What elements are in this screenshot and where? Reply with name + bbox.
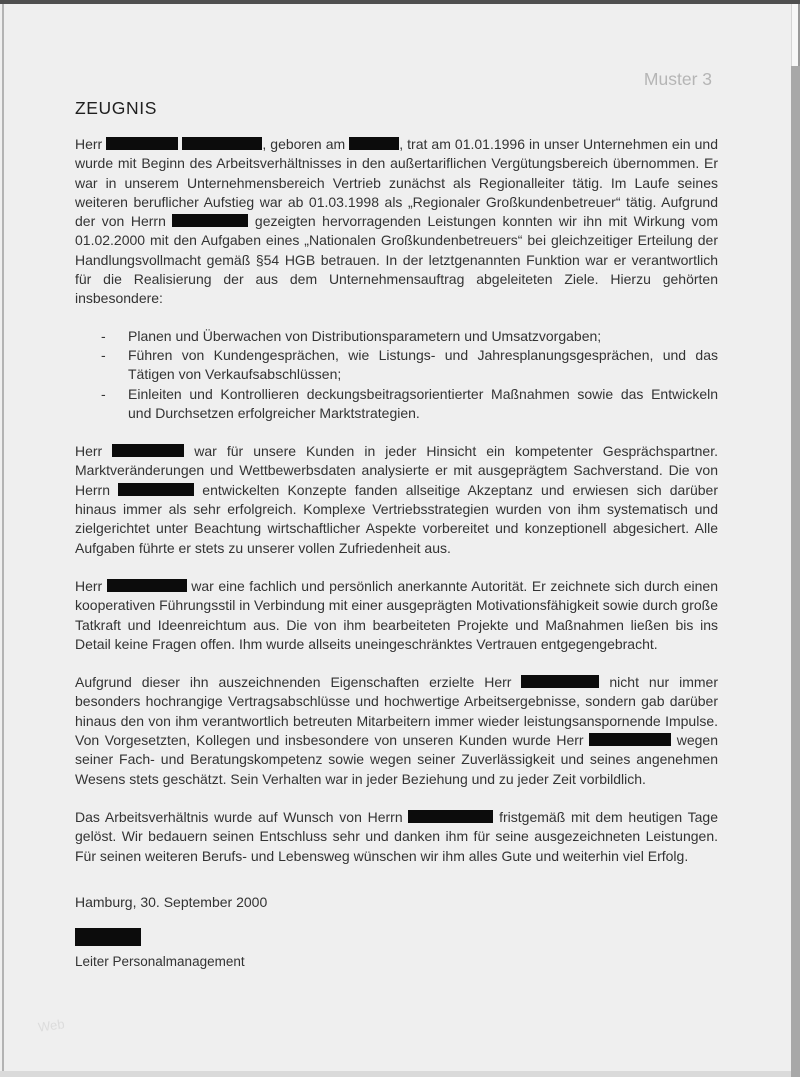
redaction-bar [182,137,262,150]
bullet-marker: - [101,346,106,363]
bullet-item [75,385,718,424]
redaction-bar [106,137,178,150]
bullet-text: Führen von Kundengesprächen, wie Listungs- und Jahresplanungsgesprächen, und das Tätigen von Verkaufsabschlüssen; [128,346,718,383]
redaction-bar [118,483,194,496]
page-title: ZEUGNIS [75,98,157,118]
scanned-document-page [75,0,718,972]
signature-block [75,928,718,972]
corner-label: Muster 3 [643,69,712,89]
signature-role: Leiter Personalmanagement [75,954,245,970]
bullet-marker: - [101,327,106,344]
scan-edge-left [2,4,4,1077]
redaction-bar [349,137,399,150]
redaction-bar [589,733,671,746]
bullet-text: Einleiten und Kontrollieren deckungsbeitragsorientierter Maßnahmen sowie das Entwickeln und Durchsetzen erfolgreicher Marktstrategien. [128,385,718,421]
date-line: Hamburg, 30. September 2000 [75,893,268,910]
bullet-text: Planen und Überwachen von Distributionsparametern und Umsatzvorgaben; [128,327,602,344]
bullet-list [75,327,718,423]
redaction-bar [75,928,141,946]
paragraph-leadership: Herr war eine fachlich und persönlich anerkannte Autorität. Er zeichnete sich durch einen kooperativen Führungsstil in Verbindung mit einer ausgeprägten Motivationsfähigkeit sowie durch große Tatkraft und Ideenreichtum aus. Die von ihm bearbeiteten Projekte und Maßnahmen ließen bis ins Detail keine Fragen offen. Ihm wurde allseits uneingeschränktes Vertrauen entgegengebracht. [75,577,718,652]
scan-edge-right-cap [791,4,800,66]
scan-edge-right [791,4,800,1077]
paragraph-competence: Herr war für unsere Kunden in jeder Hinsicht ein kompetenter Gesprächspartner. Marktveränderungen und Wettbewerbsdaten analysierte er mit ausgeprägtem Sachverstand. Die von Herrn entwickelten Konzepte fanden allseitige Akzeptanz und erwiesen sich darüber hinaus immer als sehr erfolgreich. Komplexe Vertriebsstrategien wurden von ihm systematisch und zielgerichtet unter Beachtung wirtschaftlicher Aspekte vorbereitet und konzeptionell abgesichert. Alle Aufgaben führte er stets zu unserer vollen Zufriedenheit aus. [75,443,719,556]
paragraph-results: Aufgrund dieser ihn auszeichnenden Eigenschaften erzielte Herr nicht nur immer besonders hochrangige Vertragsabschlüsse und hochwertige Arbeitsergebnisse, sondern gab darüber hinaus den von ihm verantwortlich betreuten Mitarbeitern immer wieder leistungsanspornende Impulse. Von Vorgesetzten, Kollegen und insbesondere von unseren Kunden wurde Herr wegen seiner Fach- und Beratungskompetenz sowie wegen seiner Zuverlässigkeit und seines angenehmen Wesens stets geschätzt. Sein Verhalten war in jeder Beziehung und zu jeder Zeit vorbildlich. [75,674,718,787]
paragraph-closing: Das Arbeitsverhältnis wurde auf Wunsch von Herrn fristgemäß mit dem heutigen Tage gelöst. Wir bedauern seinen Entschluss sehr und danken ihm für seine ausgezeichneten Leistungen. Für seinen weiteren Berufs- und Lebensweg wünschen wir ihm alles Gute und weiterhin viel Erfolg. [75,808,718,864]
bullet-marker: - [101,385,106,402]
scan-edge-top [0,0,800,4]
redaction-bar [112,444,184,457]
scan-edge-bottom [0,1071,791,1077]
signature-redaction [75,928,718,947]
bullet-item [75,327,718,346]
redaction-bar [107,579,187,592]
watermark: Web [37,1016,66,1035]
redaction-bar [521,675,599,688]
redaction-bar [408,810,493,823]
paragraph-intro: Herr , geboren am , trat am 01.01.1996 in unser Unternehmen ein und wurde mit Beginn des Arbeitsverhältnisses in den außertariflichen Vergütungsbereich übernommen. Er war in unserem Unternehmensbereich Vertrieb zunächst als Regionalleiter tätig. Im Laufe seines weiteren beruflicher Aufstieg war ab 01.03.1998 als „Regionaler Großkundenbetreuer“ tätig. Aufgrund der von Herrn gezeigten hervorragenden Leistungen konnten wir ihn mit Wirkung vom 01.02.2000 mit den Aufgaben eines „Nationalen Großkundenbetreuers“ bei gleichzeitiger Erteilung der Handlungsvollmacht gemäß §54 HGB betrauen. In der letztgenannten Funktion war er verantwortlich für die Realisierung der aus dem Unternehmensauftrag abgeleiteten Ziele. Hierzu gehörten insbesondere: [75,136,719,307]
bullet-item [75,346,718,385]
redaction-bar [172,214,248,227]
